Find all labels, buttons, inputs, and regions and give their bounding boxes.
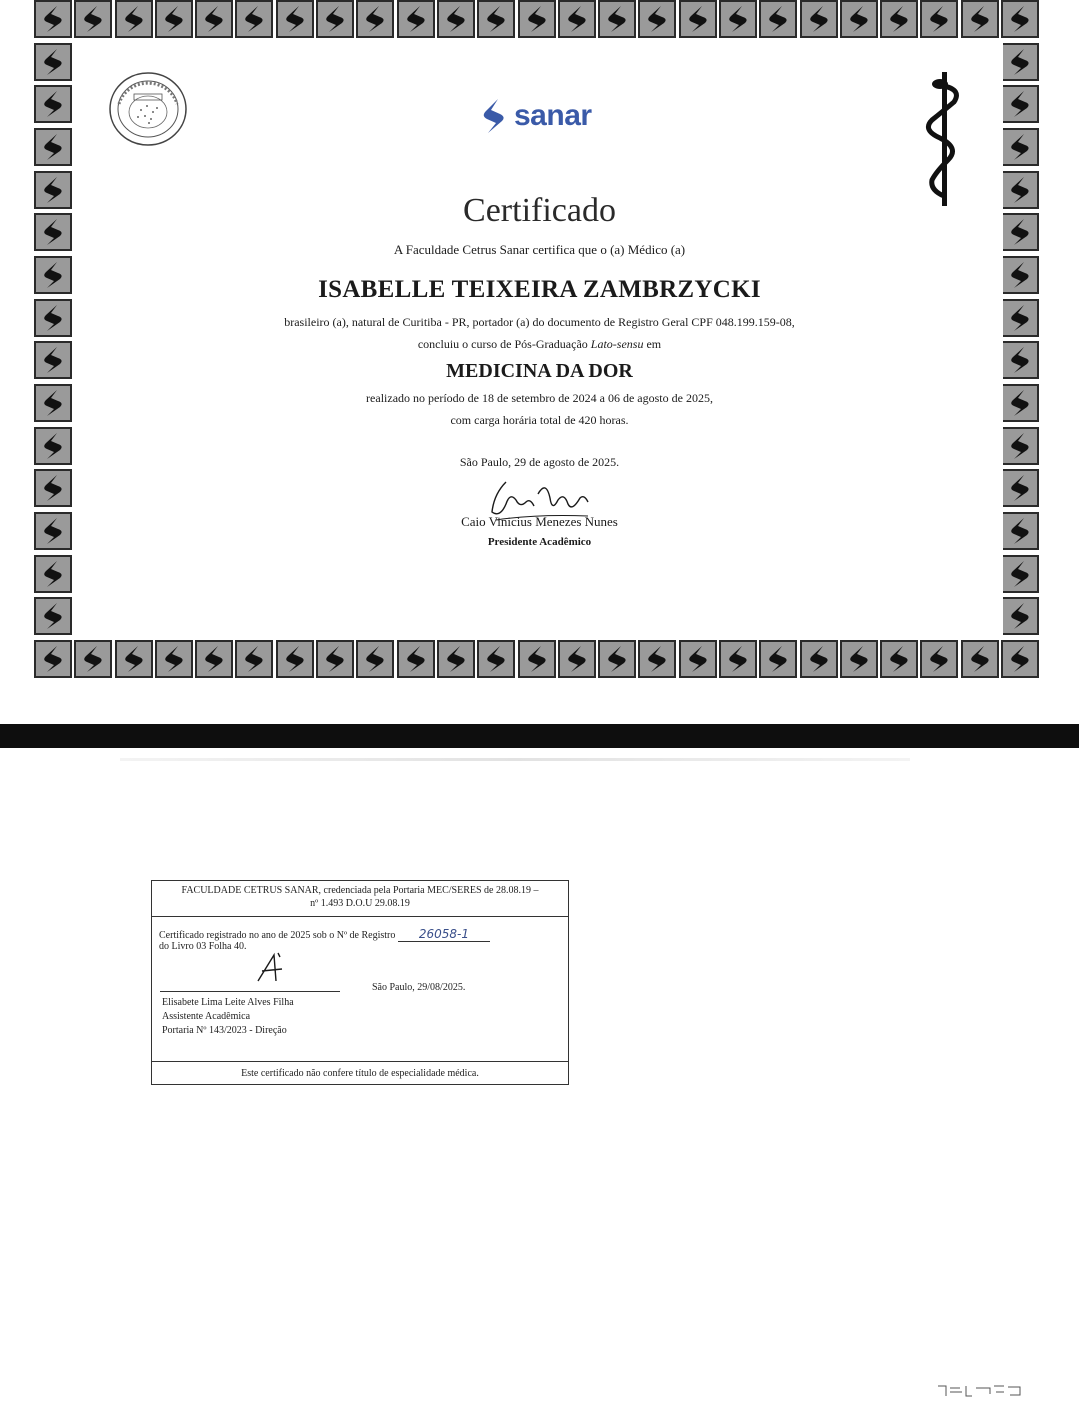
border-tile: [195, 640, 233, 678]
border-tile: [961, 640, 999, 678]
sanar-s-icon: [966, 644, 994, 674]
scan-smudge: [120, 758, 910, 761]
border-tile: [1001, 128, 1039, 166]
border-tile: [195, 0, 233, 38]
border-tile: [235, 640, 273, 678]
border-tile: [800, 640, 838, 678]
sanar-s-icon: [805, 4, 833, 34]
sanar-s-icon: [281, 4, 309, 34]
border-tile: [316, 0, 354, 38]
sanar-s-icon: [39, 345, 67, 375]
border-tile: [1001, 85, 1039, 123]
border-tile: [1001, 427, 1039, 465]
sanar-s-icon: [643, 4, 671, 34]
course-period: realizado no período de 18 de setembro de 2024 a 06 de agosto de 2025,: [366, 391, 713, 405]
sanar-s-icon: [39, 132, 67, 162]
sanar-s-icon: [966, 4, 994, 34]
assistant-signature: [252, 951, 292, 985]
border-tile: [276, 0, 314, 38]
border-tile: [34, 128, 72, 166]
border-tile: [518, 0, 556, 38]
completion-text: concluiu o curso de Pós-Graduação: [417, 337, 591, 351]
border-tile: [1001, 0, 1039, 38]
border-tile: [518, 640, 556, 678]
page-separator: [0, 724, 1079, 748]
course-name: MEDICINA DA DOR: [446, 360, 633, 382]
recipient-name: ISABELLE TEIXEIRA ZAMBRZYCKI: [318, 276, 761, 303]
border-tile: [34, 427, 72, 465]
signer-name: Caio Vinicius Menezes Nunes: [461, 514, 618, 529]
border-tile: [276, 640, 314, 678]
border-tile: [961, 0, 999, 38]
border-tile: [155, 640, 193, 678]
sanar-s-icon: [39, 303, 67, 333]
rod-of-asclepius-icon: [918, 68, 972, 210]
certificate-intro: A Faculdade Cetrus Sanar certifica que o (a) Médico (a): [393, 242, 686, 257]
border-tile: [34, 0, 72, 38]
sanar-s-icon: [1006, 473, 1034, 503]
registration-header-line2: nº 1.493 D.O.U 29.08.19: [310, 898, 410, 909]
sanar-s-icon: [478, 97, 508, 135]
border-tile: [558, 640, 596, 678]
sanar-s-icon: [1006, 345, 1034, 375]
sanar-s-icon: [281, 644, 309, 674]
border-tile: [1001, 469, 1039, 507]
sanar-s-icon: [39, 217, 67, 247]
registration-number: 26058-1: [398, 927, 490, 942]
border-tile: [1001, 213, 1039, 251]
border-tile: [34, 256, 72, 294]
border-tile: [598, 640, 636, 678]
border-tile: [638, 0, 676, 38]
sanar-s-icon: [1006, 644, 1034, 674]
federal-seal-icon: [107, 70, 189, 148]
lato-sensu-text: Lato-sensu: [590, 337, 644, 351]
sanar-s-icon: [1006, 175, 1034, 205]
sanar-s-icon: [240, 4, 268, 34]
sanar-s-icon: [120, 644, 148, 674]
sanar-s-icon: [845, 644, 873, 674]
sanar-s-icon: [39, 473, 67, 503]
sanar-s-icon: [79, 4, 107, 34]
sanar-s-icon: [1006, 260, 1034, 290]
border-tile: [1001, 256, 1039, 294]
border-tile: [235, 0, 273, 38]
sanar-s-icon: [482, 644, 510, 674]
sanar-s-icon: [321, 644, 349, 674]
sanar-s-icon: [39, 260, 67, 290]
sanar-s-icon: [563, 644, 591, 674]
border-tile: [437, 640, 475, 678]
sanar-s-icon: [39, 431, 67, 461]
registration-box: [151, 880, 569, 1085]
sanar-s-icon: [885, 644, 913, 674]
border-tile: [115, 640, 153, 678]
registration-date: São Paulo, 29/08/2025.: [372, 982, 466, 993]
border-tile: [1001, 384, 1039, 422]
sanar-s-icon: [321, 4, 349, 34]
sanar-s-icon: [1006, 303, 1034, 333]
border-tile: [1001, 43, 1039, 81]
border-tile: [34, 384, 72, 422]
border-tile: [920, 640, 958, 678]
border-tile: [356, 640, 394, 678]
border-tile: [880, 640, 918, 678]
sanar-s-icon: [603, 4, 631, 34]
border-tile: [1001, 640, 1039, 678]
border-tile: [34, 597, 72, 635]
sanar-s-icon: [1006, 47, 1034, 77]
border-tile: [115, 0, 153, 38]
border-tile: [477, 640, 515, 678]
border-tile: [34, 299, 72, 337]
border-tile: [356, 0, 394, 38]
sanar-s-icon: [39, 175, 67, 205]
border-tile: [155, 0, 193, 38]
sanar-s-icon: [39, 559, 67, 589]
registration-header: [152, 884, 568, 910]
border-tile: [679, 640, 717, 678]
border-tile: [920, 0, 958, 38]
border-tile: [397, 640, 435, 678]
sanar-s-icon: [1006, 89, 1034, 119]
sanar-s-icon: [1006, 4, 1034, 34]
border-tile: [840, 0, 878, 38]
divider: [152, 1061, 568, 1062]
sanar-s-icon: [39, 601, 67, 631]
sanar-s-icon: [402, 644, 430, 674]
border-tile: [1001, 597, 1039, 635]
sanar-logo: [478, 96, 592, 136]
sanar-s-icon: [603, 644, 631, 674]
sanar-s-icon: [764, 4, 792, 34]
border-tile: [1001, 512, 1039, 550]
logo-wordmark: sanar: [514, 99, 592, 132]
sanar-s-icon: [361, 4, 389, 34]
border-tile: [1001, 299, 1039, 337]
recipient-details: brasileiro (a), natural de Curitiba - PR, portador (a) do documento de Registro Geral CPF 048.199.159-08,: [284, 315, 795, 329]
border-tile: [74, 0, 112, 38]
border-tile: [34, 85, 72, 123]
sanar-s-icon: [684, 4, 712, 34]
sanar-s-icon: [160, 4, 188, 34]
sanar-s-icon: [925, 4, 953, 34]
signer-role: Presidente Acadêmico: [487, 536, 592, 548]
border-tile: [397, 0, 435, 38]
registration-statement: [159, 927, 490, 942]
sanar-s-icon: [764, 644, 792, 674]
sanar-s-icon: [724, 4, 752, 34]
border-tile: [1001, 171, 1039, 209]
border-tile: [34, 213, 72, 251]
sanar-s-icon: [39, 47, 67, 77]
scan-artifact: [936, 1384, 1026, 1398]
certificate-title: Certificado: [463, 192, 616, 229]
issue-place-date: São Paulo, 29 de agosto de 2025.: [459, 455, 620, 469]
sanar-s-icon: [240, 644, 268, 674]
border-tile: [74, 640, 112, 678]
sanar-s-icon: [442, 4, 470, 34]
border-tile: [719, 0, 757, 38]
sanar-s-icon: [523, 644, 551, 674]
border-tile: [34, 555, 72, 593]
sanar-s-icon: [925, 644, 953, 674]
specialty-disclaimer: Este certificado não confere título de especialidade médica.: [241, 1068, 479, 1079]
sanar-s-icon: [724, 644, 752, 674]
registration-header-line1: FACULDADE CETRUS SANAR, credenciada pela Portaria MEC/SERES de 28.08.19 –: [181, 885, 539, 896]
sanar-s-icon: [523, 4, 551, 34]
sanar-s-icon: [361, 644, 389, 674]
completion-suffix: em: [643, 337, 662, 351]
sanar-s-icon: [442, 644, 470, 674]
assistant-portaria: Portaria Nº 143/2023 - Direção: [162, 1025, 287, 1036]
sanar-s-icon: [563, 4, 591, 34]
sanar-s-icon: [200, 644, 228, 674]
sanar-s-icon: [160, 644, 188, 674]
border-tile: [34, 640, 72, 678]
border-tile: [598, 0, 636, 38]
book-page: do Livro 03 Folha 40.: [159, 941, 247, 952]
sanar-s-icon: [402, 4, 430, 34]
border-tile: [759, 640, 797, 678]
border-tile: [34, 43, 72, 81]
sanar-s-icon: [1006, 132, 1034, 162]
sanar-s-icon: [1006, 388, 1034, 418]
border-tile: [840, 640, 878, 678]
sanar-s-icon: [684, 644, 712, 674]
sanar-s-icon: [39, 4, 67, 34]
border-tile: [34, 171, 72, 209]
border-tile: [1001, 341, 1039, 379]
sanar-s-icon: [1006, 431, 1034, 461]
border-tile: [34, 341, 72, 379]
sanar-s-icon: [805, 644, 833, 674]
border-tile: [638, 640, 676, 678]
sanar-s-icon: [39, 516, 67, 546]
sanar-s-icon: [845, 4, 873, 34]
sanar-s-icon: [1006, 559, 1034, 589]
sanar-s-icon: [1006, 516, 1034, 546]
sanar-s-icon: [643, 644, 671, 674]
signature-line: [160, 991, 340, 992]
sanar-s-icon: [1006, 601, 1034, 631]
border-tile: [1001, 555, 1039, 593]
course-completion-line: [76, 337, 1003, 352]
sanar-s-icon: [79, 644, 107, 674]
assistant-role: Assistente Acadêmica: [162, 1011, 251, 1022]
sanar-s-icon: [482, 4, 510, 34]
sanar-s-icon: [39, 644, 67, 674]
border-tile: [477, 0, 515, 38]
border-tile: [316, 640, 354, 678]
sanar-s-icon: [120, 4, 148, 34]
sanar-s-icon: [39, 89, 67, 119]
border-tile: [719, 640, 757, 678]
border-tile: [679, 0, 717, 38]
border-tile: [34, 512, 72, 550]
border-tile: [558, 0, 596, 38]
border-tile: [880, 0, 918, 38]
assistant-name: Elisabete Lima Leite Alves Filha: [162, 997, 294, 1008]
divider: [152, 916, 568, 917]
sanar-s-icon: [200, 4, 228, 34]
border-tile: [34, 469, 72, 507]
border-tile: [437, 0, 475, 38]
border-tile: [800, 0, 838, 38]
registration-statement-text: Certificado registrado no ano de 2025 sob o Nº de Registro: [159, 930, 396, 941]
course-hours: com carga horária total de 420 horas.: [450, 413, 629, 427]
border-tile: [759, 0, 797, 38]
sanar-s-icon: [885, 4, 913, 34]
sanar-s-icon: [1006, 217, 1034, 247]
sanar-s-icon: [39, 388, 67, 418]
